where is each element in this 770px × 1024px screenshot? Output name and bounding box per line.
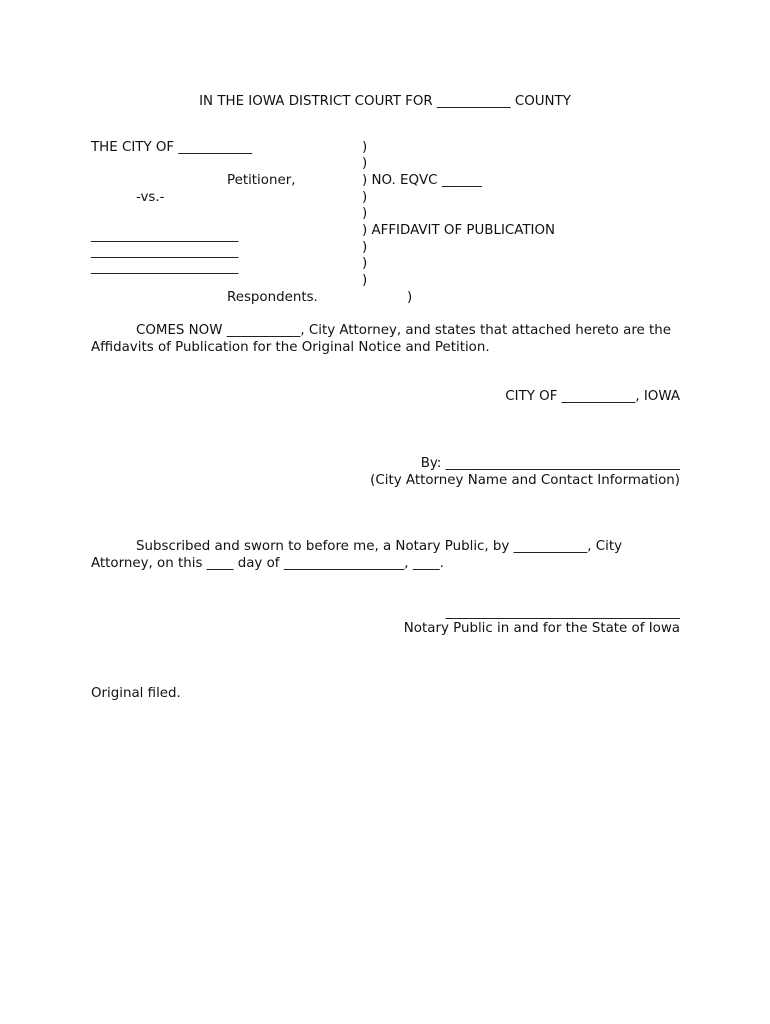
notary-signature-line: ___________________________________: [445, 605, 680, 620]
caption-paren: ): [362, 156, 368, 171]
notary-signature-caption: Notary Public in and for the State of Iowa: [403, 621, 680, 636]
notary-paragraph: [91, 538, 681, 572]
caption-paren: ): [362, 256, 368, 271]
versus-label: -vs.-: [136, 190, 165, 205]
respondent-blank-1: ______________________: [91, 228, 239, 243]
caption-paren: ): [362, 190, 368, 205]
respondent-blank-2: ______________________: [91, 244, 239, 259]
respondent-blank-3: ______________________: [91, 260, 239, 275]
comes-now-paragraph: [91, 322, 681, 356]
respondents-label: Respondents.: [227, 290, 318, 305]
document-title: ) AFFIDAVIT OF PUBLICATION: [362, 223, 556, 238]
original-filed-note: Original filed.: [91, 686, 181, 701]
attorney-signature-line: By: ___________________________________: [420, 456, 680, 471]
attorney-signature-caption: (City Attorney Name and Contact Information): [370, 473, 680, 488]
caption-paren: ): [362, 206, 368, 221]
caption-paren: ): [362, 140, 368, 155]
petitioner-label: Petitioner,: [227, 173, 296, 188]
notary-text: Subscribed and sworn to before me, a Notary Public, by ___________, City Attorney, on this ____ day of __________________, ____.: [91, 539, 623, 571]
court-heading: IN THE IOWA DISTRICT COURT FOR ___________ COUNTY: [199, 94, 571, 109]
city-signature-line: CITY OF ___________, IOWA: [505, 389, 680, 404]
comes-now-text: COMES NOW ___________, City Attorney, and states that attached hereto are the Affidavits of Publication for the Original Notice and Petition.: [91, 323, 671, 355]
case-number: ) NO. EQVC ______: [362, 173, 482, 188]
caption-paren: ): [362, 273, 368, 288]
caption-paren: ): [407, 290, 413, 305]
petitioner-name: THE CITY OF ___________: [91, 140, 253, 155]
caption-paren: ): [362, 240, 368, 255]
